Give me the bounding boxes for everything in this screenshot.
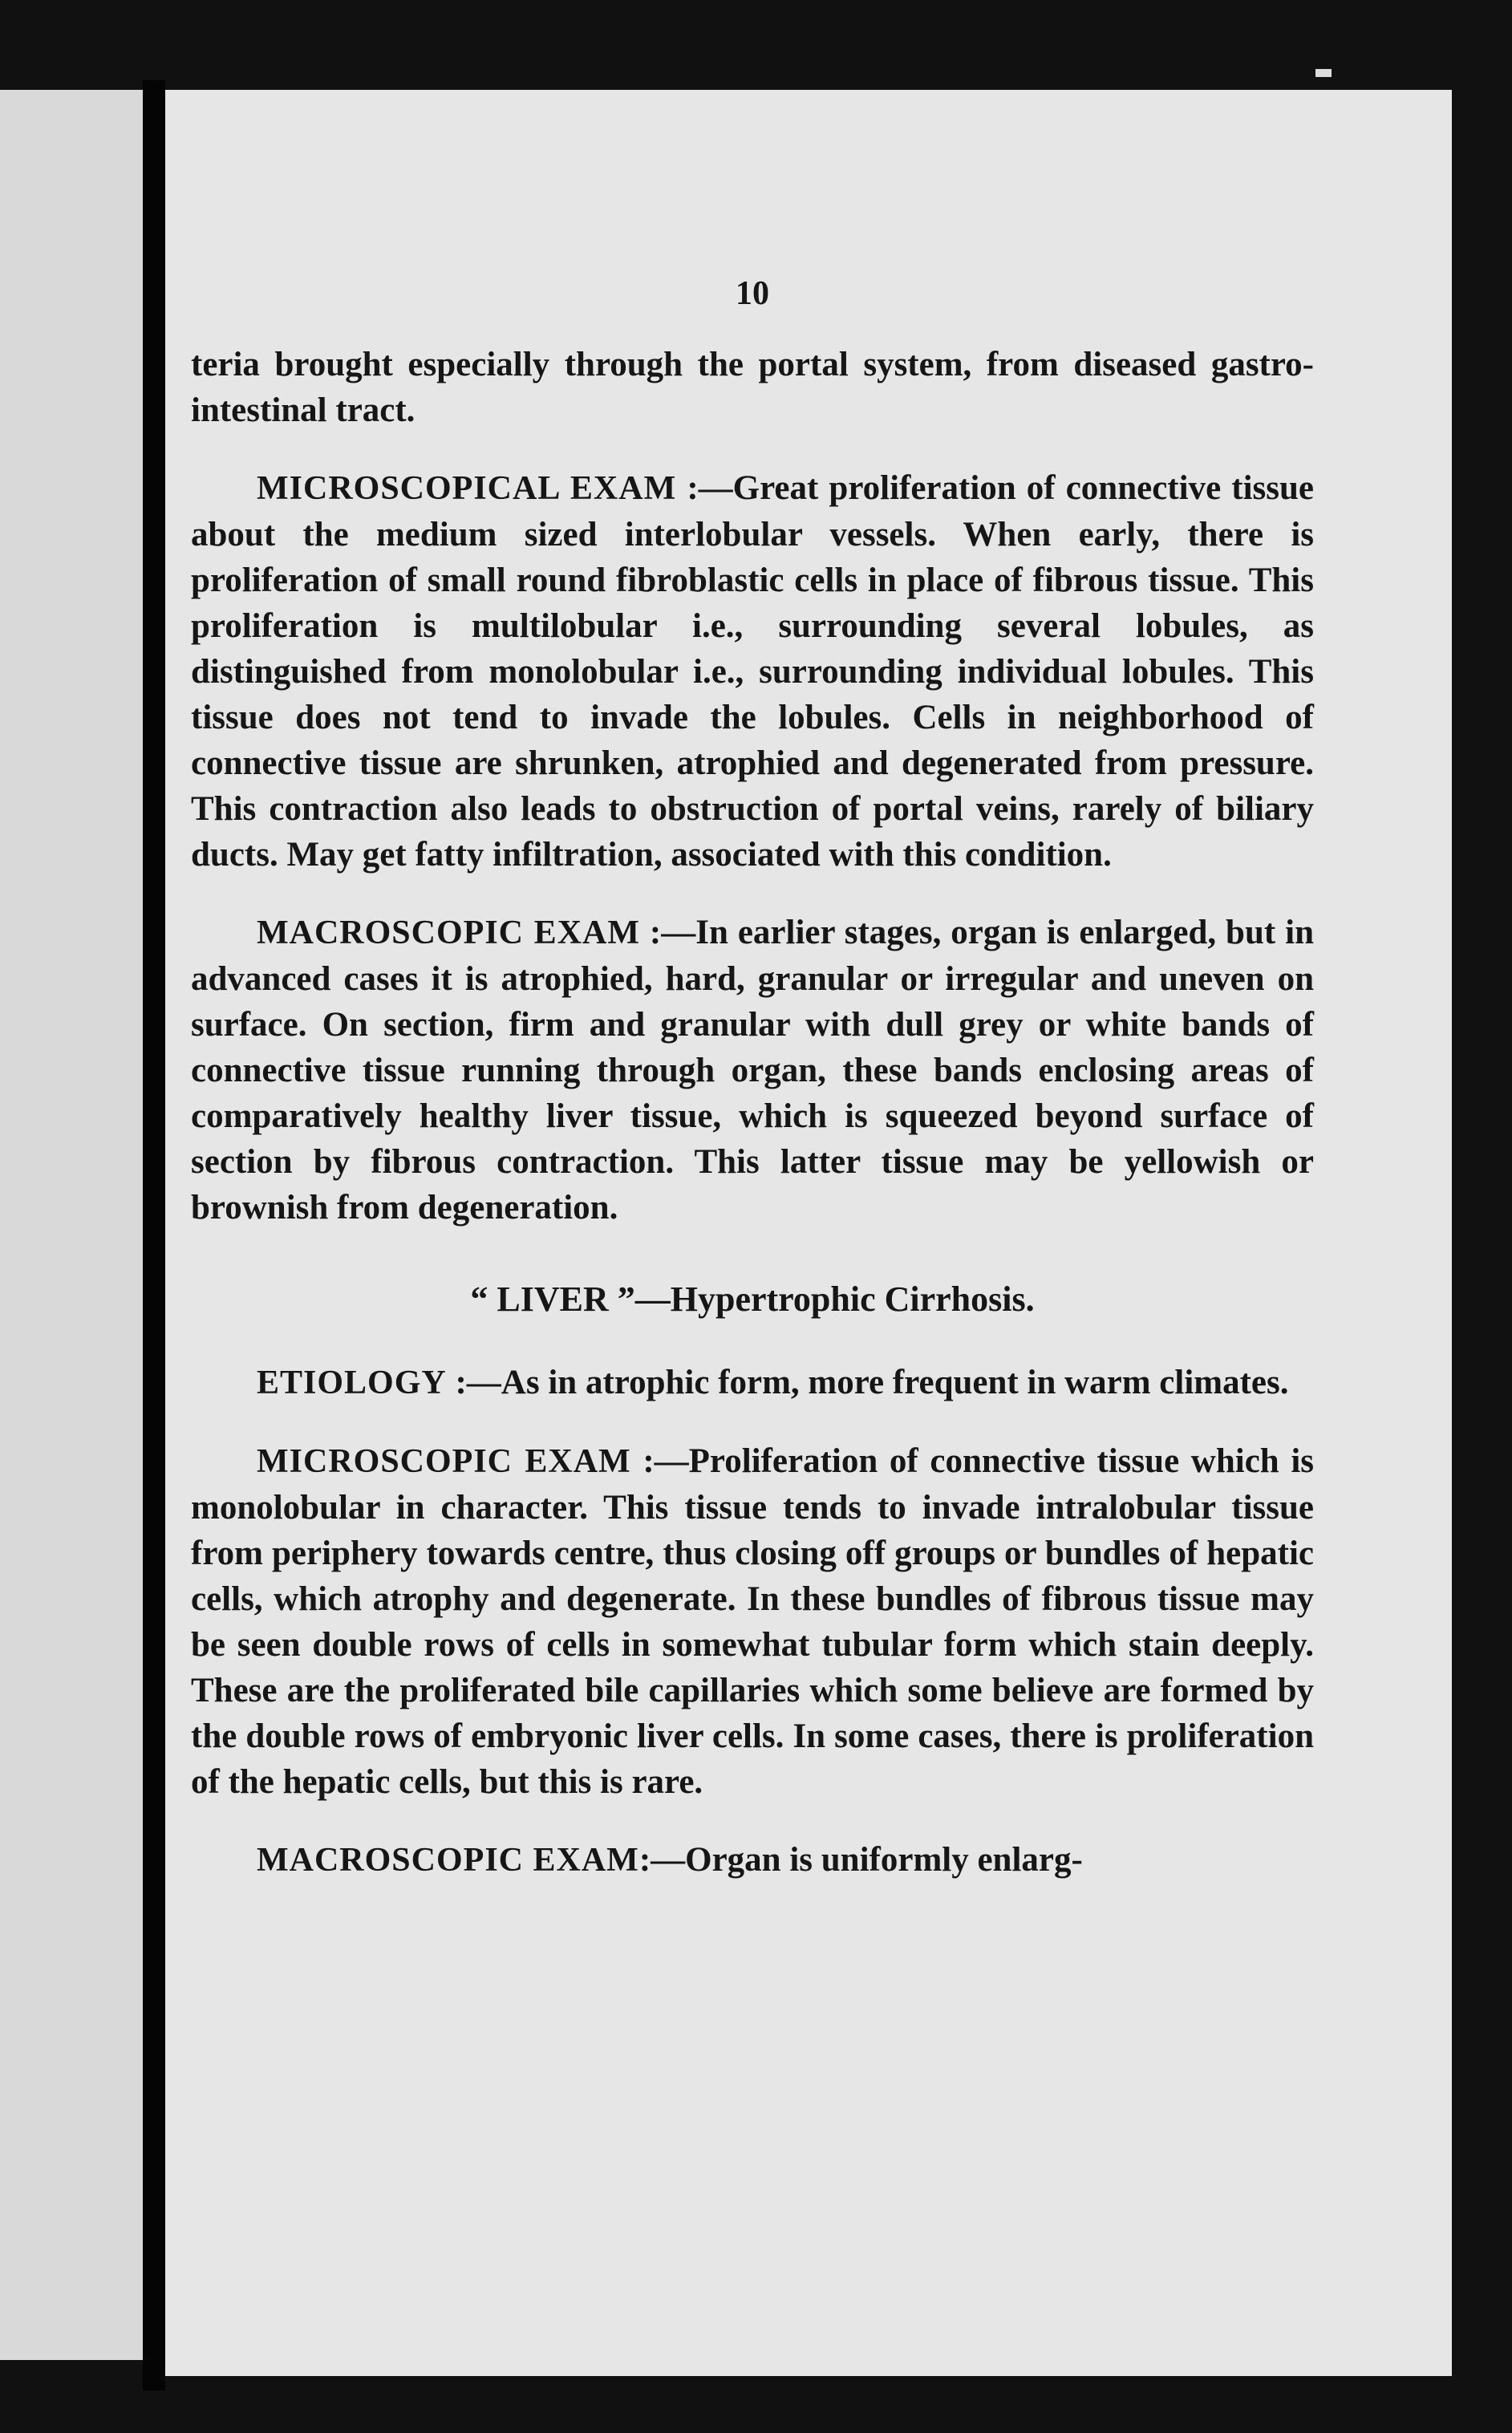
facing-page-edge [0, 90, 143, 2360]
paragraph-body: :—Proliferation of connective tissue which is monolobular in character. This tissue tends to invade intralobular tissue from periphery towards centre, thus closing off groups or bundles of hepatic cells, which atrophy and degenerate. In these bundles of fibrous tissue may be seen double rows of cells in somewhat tubular form which stain deeply. These are the proliferated bile capillaries which some believe are formed by the double rows of embryonic liver cells. In some cases, there is proliferation of the hepatic cells, but this is rare. [191, 1442, 1314, 1801]
paragraph-etiology [191, 1360, 1314, 1406]
paragraph-body: :—Great proliferation of connective tissue about the medium sized interlobular vessels. When early, there is proliferation of small round fibroblastic cells in place of fibrous tissue. This proliferation is multilobular i.e., surrounding several lobules, as distinguished from monolobular i.e., surrounding individual lobules. This tissue does not tend to invade the lobules. Cells in neighborhood of connective tissue are shrunken, atrophied and degenerated from pressure. This contraction also leads to obstruction of portal veins, rarely of biliary ducts. May get fatty infiltration, associated with this condition. [191, 469, 1314, 874]
paragraph-heading: ETIOLOGY [257, 1365, 447, 1401]
book-page [165, 90, 1452, 2376]
paragraph-continuation: teria brought especially through the portal system, from diseased gastro-intestinal tract. [191, 346, 1314, 429]
section-title: “ LIVER ”—Hypertrophic Cirrhosis. [470, 1279, 1035, 1319]
paragraph-macroscopic-exam [191, 910, 1314, 1231]
paragraph-heading: MICROSCOPICAL EXAM [257, 470, 677, 507]
paragraph-body: :—In earlier stages, organ is enlarged, but in advanced cases it is atrophied, hard, granular or irregular and uneven on surface. On section, firm and granular with dull grey or white bands of connective tissue running through organ, these bands enclosing areas of comparatively healthy liver tissue, which is squeezed beyond surface of section by fibrous contraction. This latter tissue may be yellowish or brownish from degeneration. [191, 914, 1314, 1227]
paragraph-macroscopic-exam-2 [191, 1837, 1314, 1884]
paragraph-heading: MACROSCOPIC EXAM [257, 914, 640, 951]
book-spine [143, 80, 165, 2390]
paragraph-microscopic-exam [191, 1438, 1314, 1805]
paragraph-heading: MICROSCOPIC EXAM [257, 1443, 631, 1480]
page-text [191, 274, 1314, 1916]
paragraph-body: :—As in atrophic form, more frequent in warm climates. [446, 1364, 1289, 1401]
paragraph-body: :—Organ is uniformly enlarg- [638, 1841, 1083, 1879]
paragraph-heading: MACROSCOPIC EXAM [257, 1842, 639, 1879]
page-number: 10 [736, 275, 769, 312]
paragraph-microscopical-exam [191, 465, 1314, 878]
scan-mark [1315, 69, 1332, 77]
